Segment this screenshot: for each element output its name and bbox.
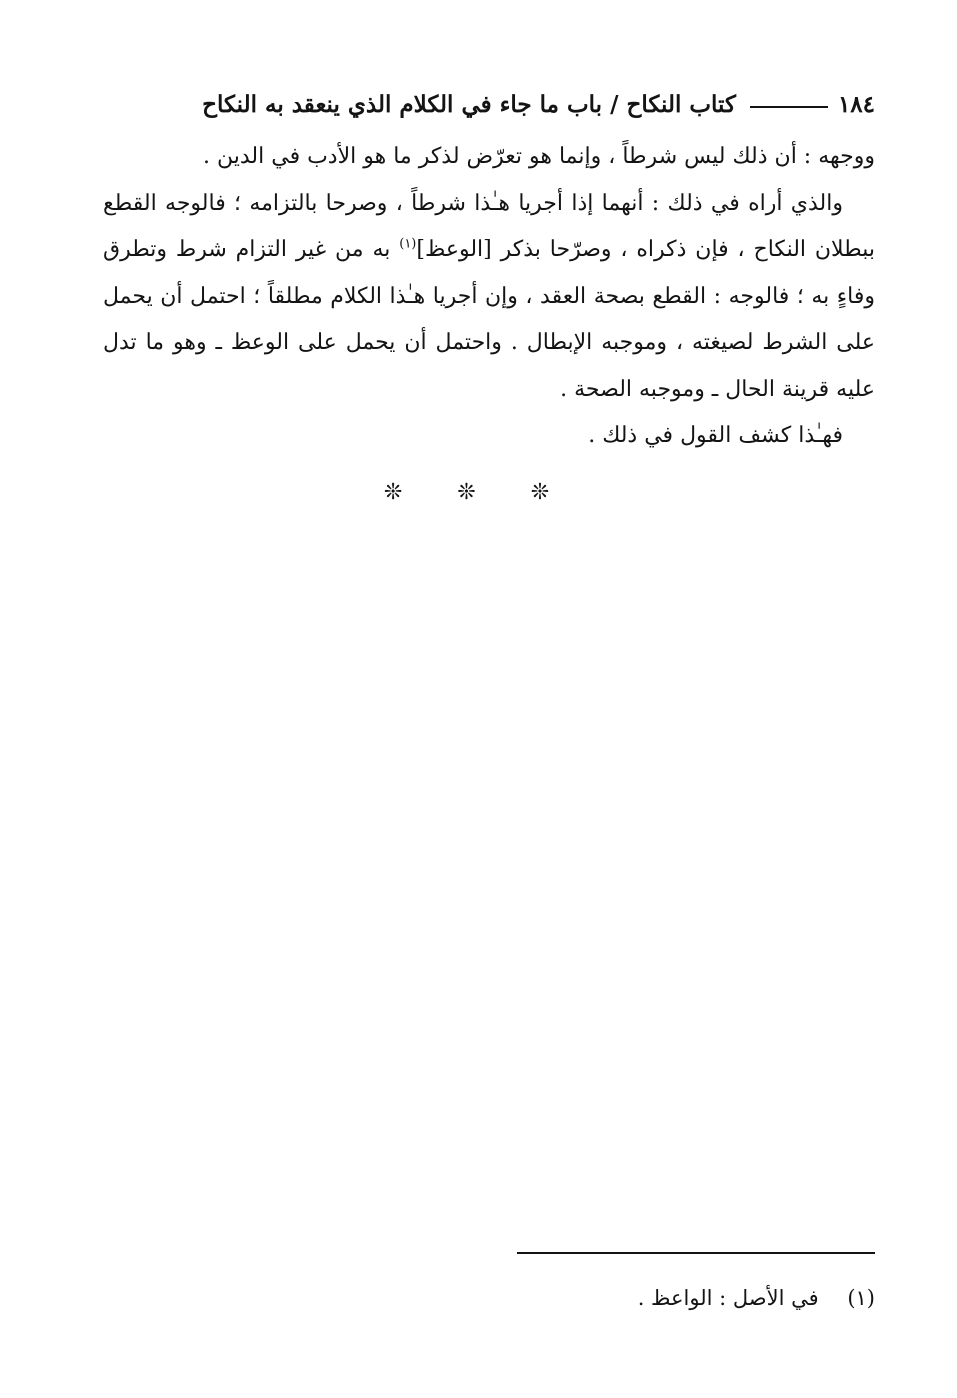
footnote (400, 1280, 875, 1316)
footnote-text: في الأصل : الواعظ . (637, 1286, 819, 1310)
footnote-reference[interactable]: (١) (399, 236, 417, 252)
header-rule (750, 106, 828, 108)
paragraph-2-text-a: والذي أراه في ذلك : أنهما إذا أجريا هـٰذا شرطاً ، وصرحا بالتزامه ؛ فالوجه القطع ببطلان النكاح ، فإن ذكراه ، وصرّحا بذكر [الوعظ] (103, 190, 875, 262)
paragraph-2 (103, 181, 875, 414)
main-text (103, 134, 875, 460)
paragraph-2-text-b: به من غير التزام شرط وتطرق وفاءٍ به ؛ فالوجه : القطع بصحة العقد ، وإن أجريا هـٰذا الكلام مطلقاً ؛ احتمل أن يحمل على الشرط لصيغته ، وموجبه الإبطال . واحتمل أن يحمل على الوعظ ـ وهو ما تدل عليه قرينة الحال ـ وموجبه الصحة . (103, 237, 875, 402)
footnote-rule (517, 1252, 875, 1254)
section-separator: ❊ ❊ ❊ (383, 480, 574, 505)
page-number: ١٨٤ (837, 90, 875, 118)
running-header (103, 84, 875, 124)
paragraph-1: ووجهه : أن ذلك ليس شرطاً ، وإنما هو تعرّض لذكر ما هو الأدب في الدين . (203, 144, 875, 169)
header-title: كتاب النكاح / باب ما جاء في الكلام الذي ينعقد به النكاح (202, 90, 736, 118)
footnote-number: (١) (847, 1286, 875, 1310)
paragraph-3: فهـٰذا كشف القول في ذلك . (588, 423, 843, 448)
